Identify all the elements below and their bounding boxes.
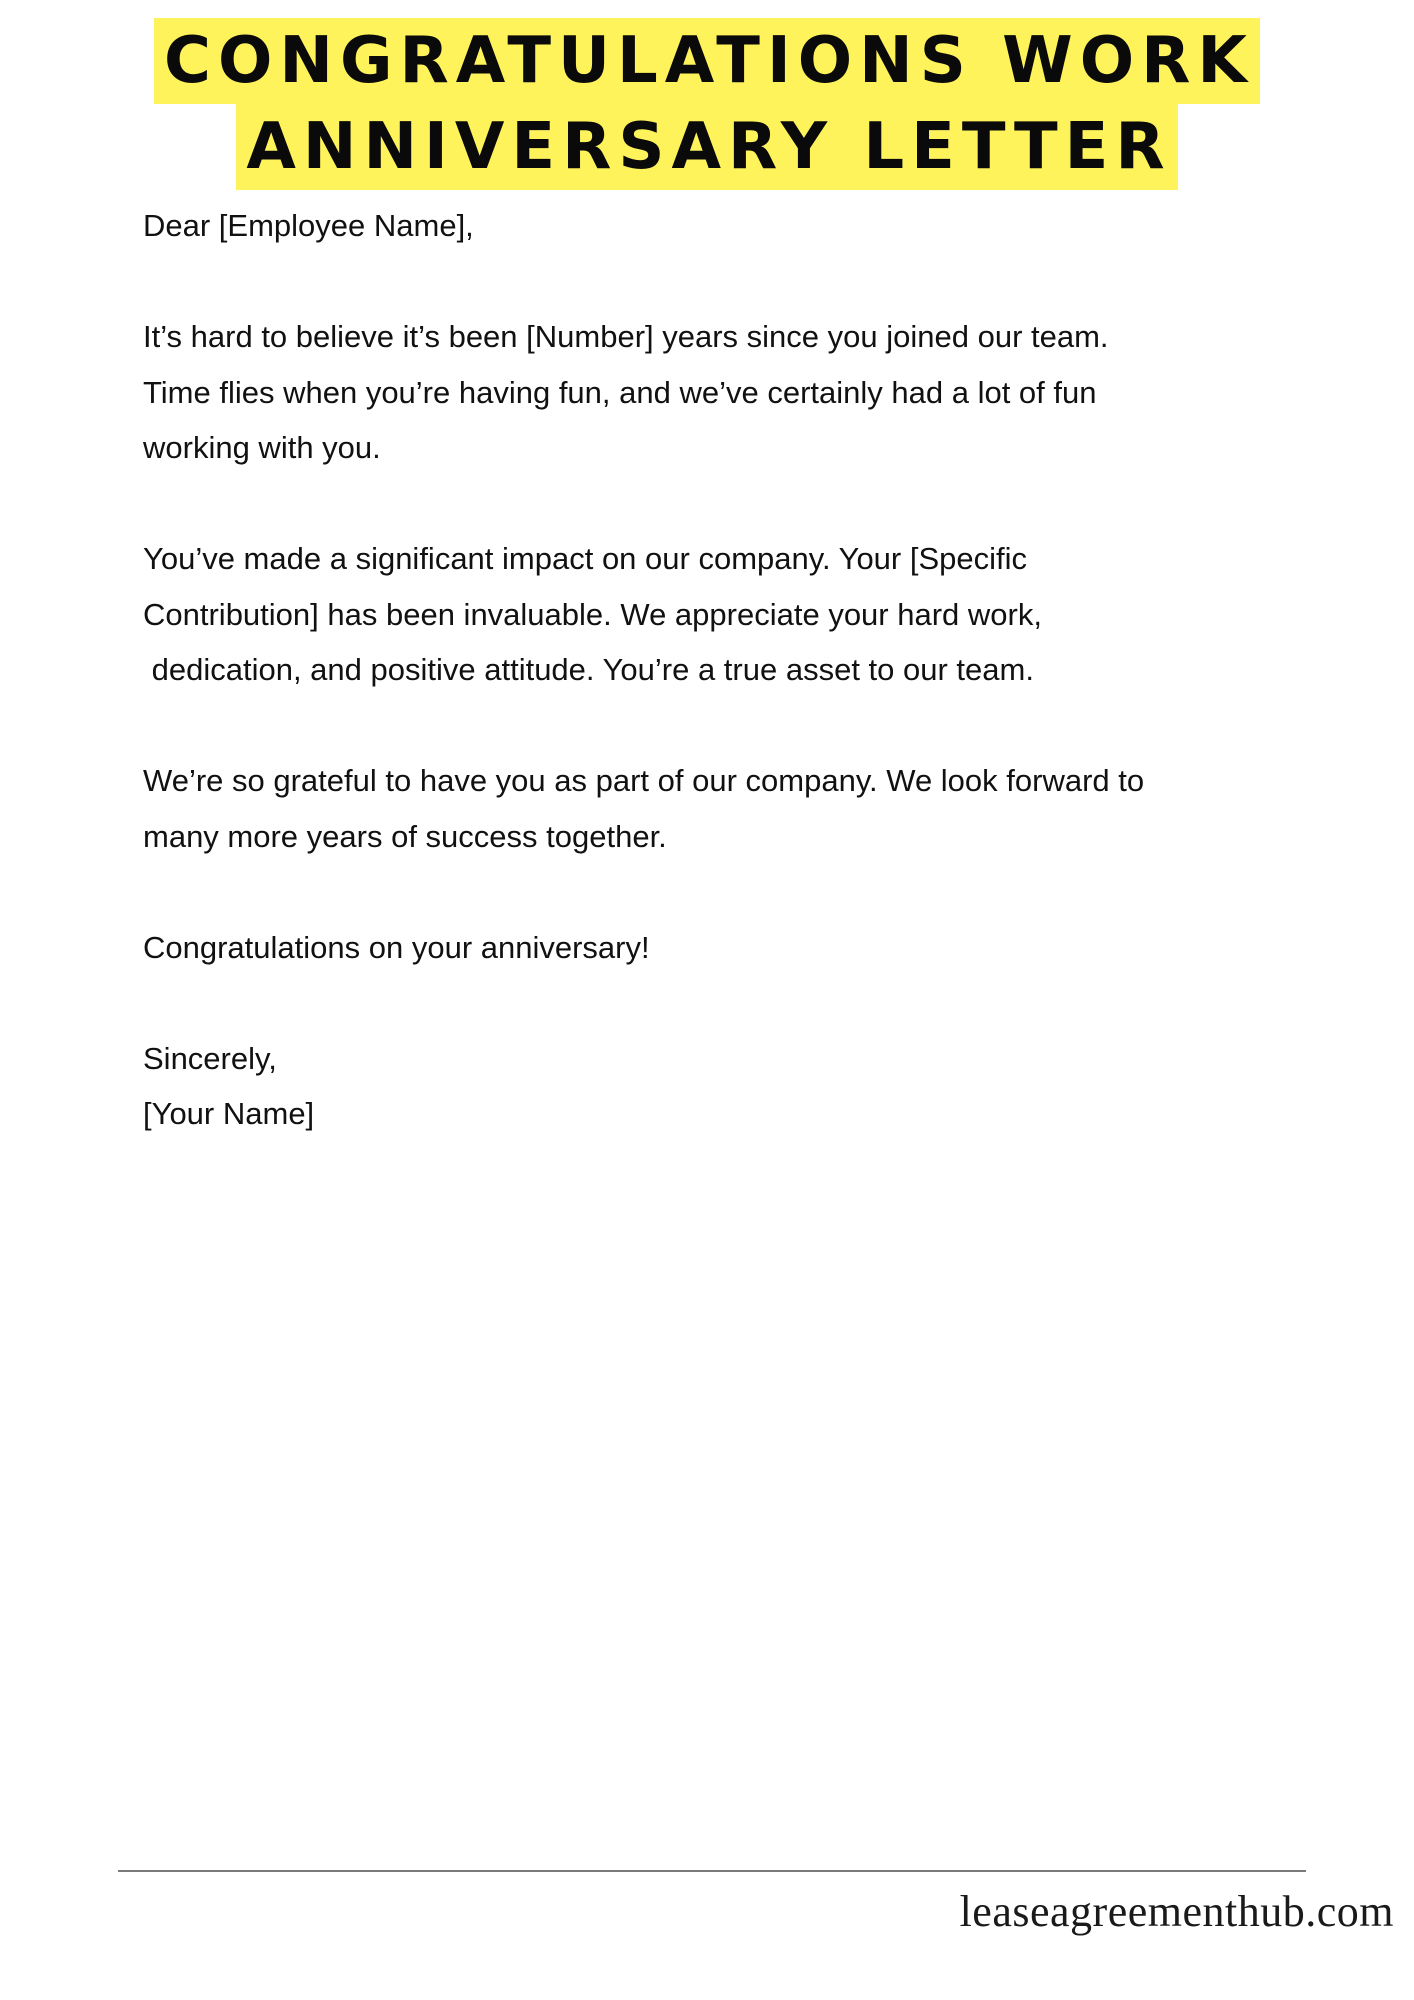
paragraph-3-line-2: many more years of success together. (143, 818, 667, 854)
salutation-text: Dear [Employee Name], (143, 208, 474, 243)
sign-off (143, 1031, 1303, 1142)
letter-body (143, 198, 1303, 1142)
footer-website: leaseagreementhub.com (959, 1887, 1394, 1936)
paragraph-1-line-2: Time flies when you’re having fun, and we’ve certainly had a lot of fun (143, 374, 1097, 410)
paragraph-3-line-1: We’re so grateful to have you as part of our company. We look forward to (143, 763, 1145, 798)
title-line-1: CONGRATULATIONS WORK (154, 18, 1260, 104)
congrats-line (143, 920, 1303, 976)
document-title (0, 18, 1414, 190)
paragraph-2-line-3: dedication, and positive attitude. You’re a true asset to our team. (143, 652, 1034, 687)
paragraph-1-line-3: working with you. (143, 430, 381, 465)
paragraph-2-line-1: You’ve made a significant impact on our company. Your [Specific (143, 541, 1028, 576)
footer-divider (118, 1870, 1306, 1872)
closing-text: Sincerely, (143, 1040, 277, 1076)
title-line-2: ANNIVERSARY LETTER (236, 104, 1177, 190)
paragraph-2-line-2: Contribution] has been invaluable. We appreciate your hard work, (143, 596, 1042, 632)
congrats-text: Congratulations on your anniversary! (143, 929, 650, 965)
signature-placeholder: [Your Name] (143, 1096, 315, 1131)
paragraph-1-line-1: It’s hard to believe it’s been [Number] years since you joined our team. (143, 319, 1109, 354)
paragraph-1 (143, 309, 1303, 476)
paragraph-2 (143, 531, 1303, 698)
paragraph-3 (143, 753, 1303, 864)
salutation (143, 198, 1303, 254)
